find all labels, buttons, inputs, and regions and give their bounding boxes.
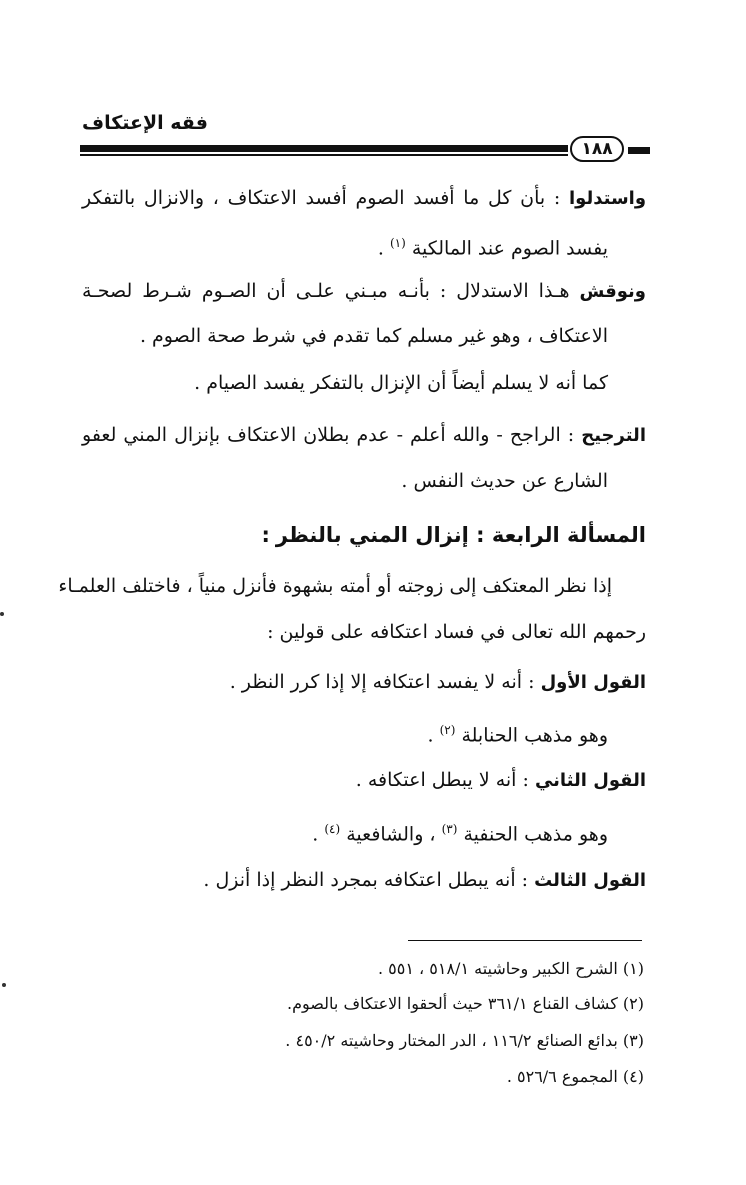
footnote-4 bbox=[507, 1065, 644, 1089]
running-header-title: فقه الإعتكاف bbox=[82, 112, 208, 134]
paragraph-1-line-2 bbox=[378, 229, 608, 262]
scan-speck bbox=[2, 983, 6, 987]
label-tarjih: الترجيح bbox=[581, 425, 646, 446]
period: . bbox=[427, 724, 434, 747]
section-heading-text: المسألة الرابعة : إنزال المني بالنظر bbox=[275, 523, 646, 547]
header-rule bbox=[80, 136, 650, 166]
section-heading bbox=[261, 521, 646, 550]
footnote-3-text: بدائع الصنائع ١١٦/٢ ، الدر المختار وحاشيته ٤٥٠/٢ . bbox=[285, 1031, 618, 1050]
p1-text-2: يفسد الصوم عند المالكية bbox=[411, 237, 608, 260]
footnote-4-text: المجموع ٥٢٦/٦ . bbox=[506, 1067, 618, 1086]
footnote-3 bbox=[285, 1029, 644, 1053]
footnote-1 bbox=[378, 957, 644, 981]
opinion-3-text: : أنه يبطل اعتكافه بمجرد النظر إذا أنزل . bbox=[203, 869, 529, 891]
opinion-2-madhhab-b: ، والشافعية bbox=[346, 823, 436, 846]
period: . bbox=[377, 237, 384, 260]
footnote-ref-4: (٤) bbox=[324, 822, 341, 836]
opinion-1-madhhab-text: وهو مذهب الحنابلة bbox=[461, 724, 608, 747]
opinion-2 bbox=[356, 766, 646, 795]
paragraph-3-line-1: كما أنه لا يسلم أيضاً أن الإنزال بالتفكر يفسد الصيام . bbox=[194, 372, 608, 394]
footnote-4-number: (٤) bbox=[622, 1067, 644, 1086]
paragraph-4-line-2: الشارع عن حديث النفس . bbox=[401, 470, 608, 492]
footnote-2-number: (٢) bbox=[622, 994, 644, 1013]
paragraph-5-line-1: إذا نظر المعتكف إلى زوجته أو أمته بشهوة فأنزل منياً ، فاختلف العلمـاء bbox=[58, 575, 612, 597]
footnote-ref-3: (٣) bbox=[441, 822, 458, 836]
p1-text-1: : بأن كل ما أفسد الصوم أفسد الاعتكاف ، والانزال بالتفكر bbox=[82, 187, 561, 209]
footnote-1-number: (١) bbox=[622, 959, 644, 978]
opinion-2-madhhab-a: وهو مذهب الحنفية bbox=[463, 823, 608, 846]
section-heading-colon: : bbox=[261, 523, 270, 547]
footnote-2 bbox=[287, 992, 644, 1016]
opinion-3 bbox=[203, 866, 646, 895]
paragraph-1-line-1 bbox=[82, 184, 646, 213]
paragraph-2-line-2: الاعتكاف ، وهو غير مسلم كما تقدم في شرط صحة الصوم . bbox=[139, 325, 608, 347]
opinion-1-label: القول الأول bbox=[540, 672, 646, 693]
label-istadallu: واستدلوا bbox=[568, 188, 647, 209]
opinion-1-text: : أنه لا يفسد اعتكافه إلا إذا كرر النظر . bbox=[229, 671, 535, 693]
paragraph-4-line-1 bbox=[82, 421, 646, 450]
header-rule-right bbox=[628, 147, 650, 154]
header-rule-thin bbox=[80, 154, 568, 156]
footnote-2-text: كشاف القناع ٣٦١/١ حيث ألحقوا الاعتكاف بالصوم. bbox=[287, 994, 618, 1013]
footnote-ref-1: (١) bbox=[389, 236, 406, 250]
paragraph-2-line-1 bbox=[82, 277, 646, 306]
opinion-2-label: القول الثاني bbox=[534, 770, 646, 791]
opinion-1 bbox=[230, 668, 646, 697]
period: . bbox=[312, 823, 319, 846]
footnote-ref-2: (٢) bbox=[439, 723, 456, 737]
opinion-1-madhhab bbox=[427, 716, 608, 749]
header-rule-thick bbox=[80, 145, 568, 152]
page-number: ١٨٨ bbox=[570, 136, 624, 162]
p4-text-1: : الراجح - والله أعلم - عدم بطلان الاعتكاف بإنزال المني لعفو bbox=[82, 424, 575, 446]
opinion-3-label: القول الثالث bbox=[534, 870, 646, 891]
label-nuqish: ونوقش bbox=[579, 281, 646, 302]
opinion-2-madhhab bbox=[312, 815, 608, 848]
footnote-3-number: (٣) bbox=[622, 1031, 644, 1050]
opinion-2-text: : أنه لا يبطل اعتكافه . bbox=[355, 769, 529, 791]
paragraph-5-line-2: رحمهم الله تعالى في فساد اعتكافه على قولين : bbox=[267, 621, 646, 643]
footnote-separator bbox=[408, 940, 642, 941]
scan-speck bbox=[0, 612, 4, 616]
p2-text-1: هـذا الاستدلال : بأنـه مبـني علـى أن الصـوم شـرط لصحـة bbox=[82, 280, 570, 302]
footnote-1-text: الشرح الكبير وحاشيته ٥١٨/١ ، ٥٥١ . bbox=[377, 959, 618, 978]
